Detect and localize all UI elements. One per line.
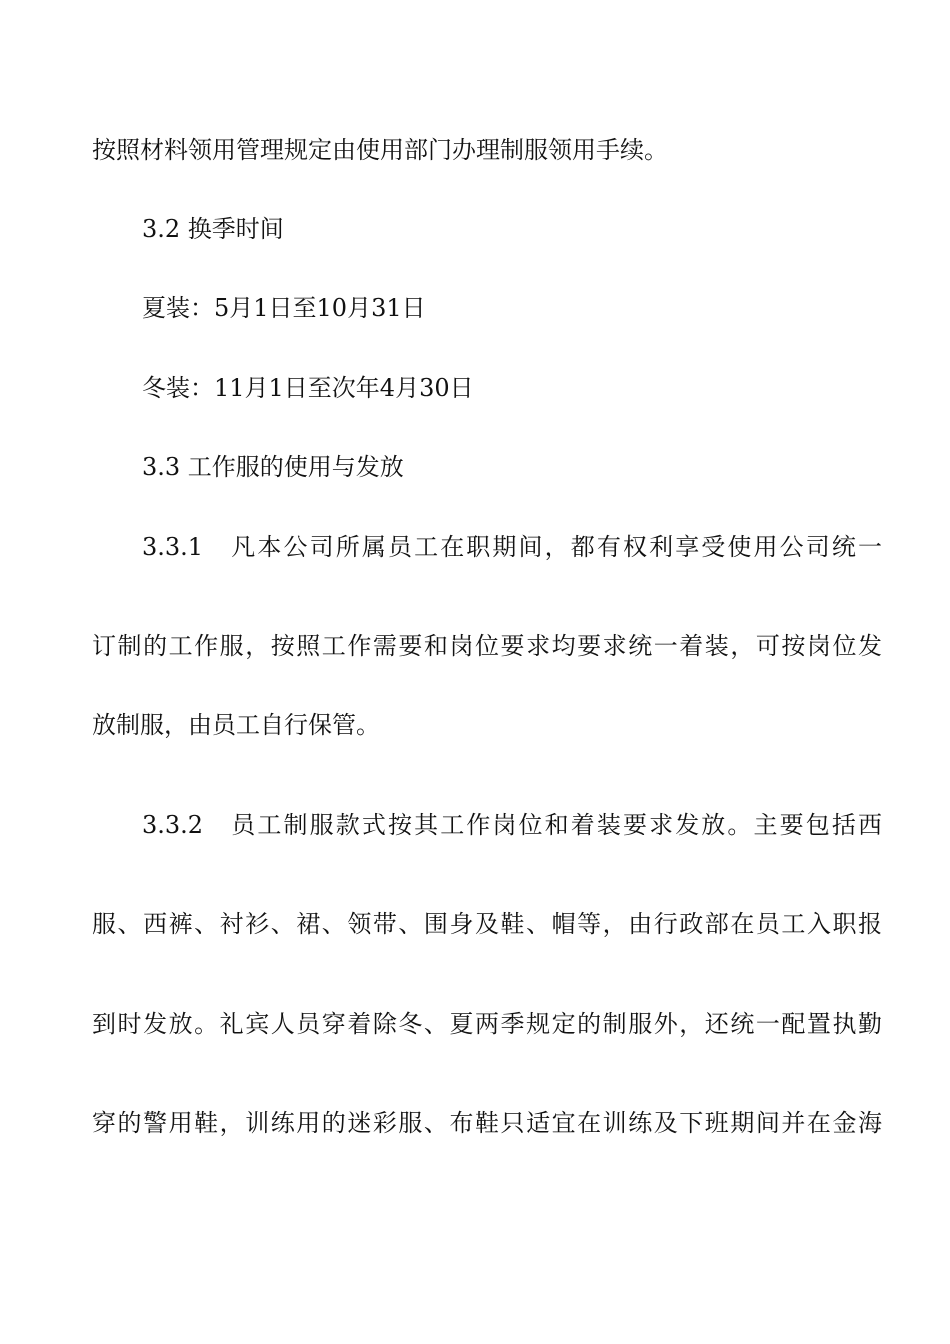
paragraph-line: 按照材料领用管理规定由使用部门办理制服领用手续。 — [92, 136, 668, 164]
paragraph-line: 放制服，由员工自行保管。 — [92, 711, 380, 739]
section-heading: 3.2 换季时间 — [142, 215, 284, 243]
paragraph-line: 穿的警用鞋，训练用的迷彩服、布鞋只适宜在训练及下班期间并在金海 — [92, 1109, 882, 1137]
paragraph-line: 到时发放。礼宾人员穿着除冬、夏两季规定的制服外，还统一配置执勤 — [92, 1010, 882, 1038]
paragraph-line: 夏装：5月1日至10月31日 — [142, 294, 426, 322]
paragraph-line: 3.3.1 凡本公司所属员工在职期间，都有权利享受使用公司统一 — [142, 533, 882, 561]
paragraph-line: 服、西裤、衬衫、裙、领带、围身及鞋、帽等，由行政部在员工入职报 — [92, 910, 882, 938]
paragraph-line: 冬装：11月1日至次年4月30日 — [142, 374, 474, 402]
paragraph-line: 3.3.2 员工制服款式按其工作岗位和着装要求发放。主要包括西 — [142, 811, 882, 839]
paragraph-line: 订制的工作服，按照工作需要和岗位要求均要求统一着装，可按岗位发 — [92, 632, 882, 660]
section-heading: 3.3 工作服的使用与发放 — [142, 453, 404, 481]
